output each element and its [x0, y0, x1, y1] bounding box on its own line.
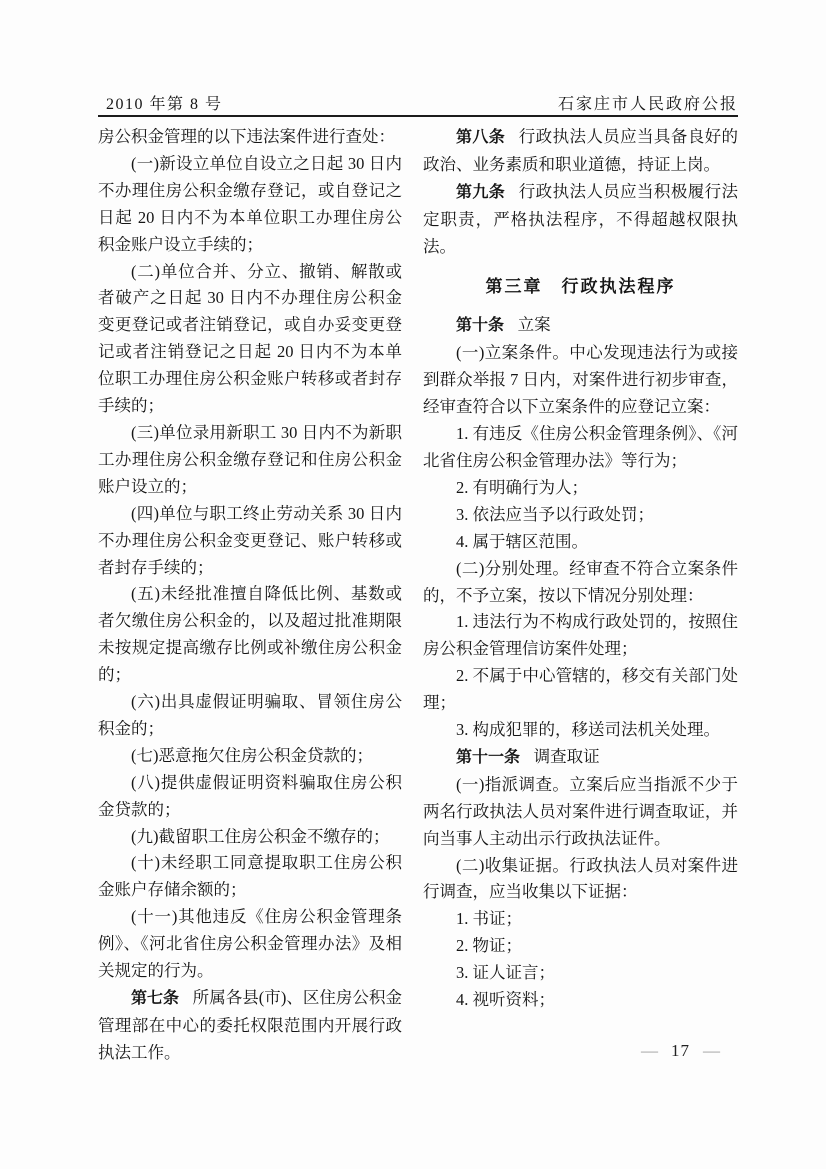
paragraph: (七)恶意拖欠住房公积金贷款的；: [131, 745, 373, 765]
page-header: [98, 91, 738, 114]
article-number: 第十条: [456, 317, 505, 335]
article-number: 第十一条: [456, 748, 521, 766]
paragraph: 第八条 行政执法人员应当具备良好的政治、业务素质和职业道德，持证上岗。: [423, 127, 738, 174]
paragraph: 4. 属于辖区范围。: [456, 531, 588, 551]
paragraph: (八)提供虚假证明资料骗取住房公积金贷款的；: [98, 772, 402, 819]
paragraph: (四)单位与职工终止劳动关系 30 日内不办理住房公积金变更登记、账户转移或者封存手续的；: [98, 503, 402, 577]
paragraph: (一)立案条件。中心发现违法行为或接到群众举报 7 日内，对案件进行初步审查，经审查符合以下立案条件的应登记立案：: [423, 343, 738, 417]
paragraph: 2. 物证；: [456, 936, 522, 956]
paragraph: 第十一条 调查取证: [456, 746, 600, 766]
left-column: [98, 124, 402, 1067]
paragraph: (九)截留职工住房公积金不缴存的；: [131, 826, 390, 846]
header-gazette-title: 石家庄市人民政府公报: [557, 96, 738, 113]
page-footer: [641, 1041, 720, 1061]
right-column: [423, 124, 738, 1067]
paragraph: (三)单位录用新职工 30 日内不为新职工办理住房公积金缴存登记和住房公积金账户设立的；: [98, 422, 402, 496]
header-divider: [98, 115, 738, 117]
article-number: 第九条: [456, 183, 506, 201]
paragraph: (二)单位合并、分立、撤销、解散或者破产之日起 30 日内不办理住房公积金变更登记或者注销登记，或自办妥变更登记或者注销登记之日起 20 日内不为本单位职工办理住房公积金账户转移或者封存手续的；: [98, 261, 402, 416]
article-number: 第七条: [131, 990, 180, 1007]
paragraph: (二)分别处理。经审查不符合立案条件的，不予立案，按以下情况分别处理：: [423, 558, 738, 605]
paragraph: 1. 书证；: [456, 909, 522, 929]
document-body: [98, 124, 738, 1067]
paragraph: (十)未经职工同意提取职工住房公积金账户存储余额的；: [98, 853, 402, 900]
paragraph: 第九条 行政执法人员应当积极履行法定职责，严格执法程序，不得超越权限执法。: [423, 181, 738, 256]
paragraph: 1. 有违反《住房公积金管理条例》、《河北省住房公积金管理办法》等行为；: [423, 424, 738, 470]
paragraph: 3. 依法应当予以行政处罚；: [456, 504, 654, 524]
paragraph: 4. 视听资料；: [456, 990, 555, 1010]
paragraph: 3. 构成犯罪的，移送司法机关处理。: [456, 720, 720, 740]
header-issue-number: 2010 年第 8 号: [106, 96, 223, 113]
article-number: 第八条: [456, 129, 506, 146]
paragraph: 3. 证人证言；: [456, 963, 555, 983]
chapter-heading: 第三章 行政执法程序: [485, 276, 676, 296]
paragraph: 第七条 所属各县(市)、区住房公积金管理部在中心的委托权限范围内开展行政执法工作。: [98, 988, 402, 1062]
paragraph: (二)收集证据。行政执法人员对案件进行调查，应当收集以下证据：: [423, 855, 738, 902]
paragraph: (一)新设立单位自设立之日起 30 日内不办理住房公积金缴存登记，或自登记之日起 20 日内不为本单位职工办理住房公积金账户设立手续的；: [98, 153, 402, 254]
footer-right-dash: —: [703, 1041, 720, 1060]
paragraph: (一)指派调查。立案后应当指派不少于两名行政执法人员对案件进行调查取证，并向当事人主动出示行政执法证件。: [423, 774, 738, 848]
paragraph: 1. 违法行为不构成行政处罚的，按照住房公积金管理信访案件处理；: [423, 612, 738, 659]
page-number: 17: [671, 1041, 690, 1060]
paragraph: 房公积金管理的以下违法案件进行查处：: [98, 127, 395, 146]
footer-left-dash: —: [641, 1041, 658, 1060]
paragraph: 2. 不属于中心管辖的，移交有关部门处理；: [423, 666, 738, 713]
paragraph: 2. 有明确行为人；: [456, 477, 588, 497]
paragraph: (五)未经批准擅自降低比例、基数或者欠缴住房公积金的，以及超过批准期限未按规定提高缴存比例或补缴住房公积金的；: [98, 584, 402, 685]
paragraph: (十一)其他违反《住房公积金管理条例》、《河北省住房公积金管理办法》及相关规定的行为。: [98, 907, 402, 981]
paragraph: (六)出具虚假证明骗取、冒领住房公积金的；: [98, 692, 402, 738]
paragraph: 第十条 立案: [456, 315, 551, 335]
